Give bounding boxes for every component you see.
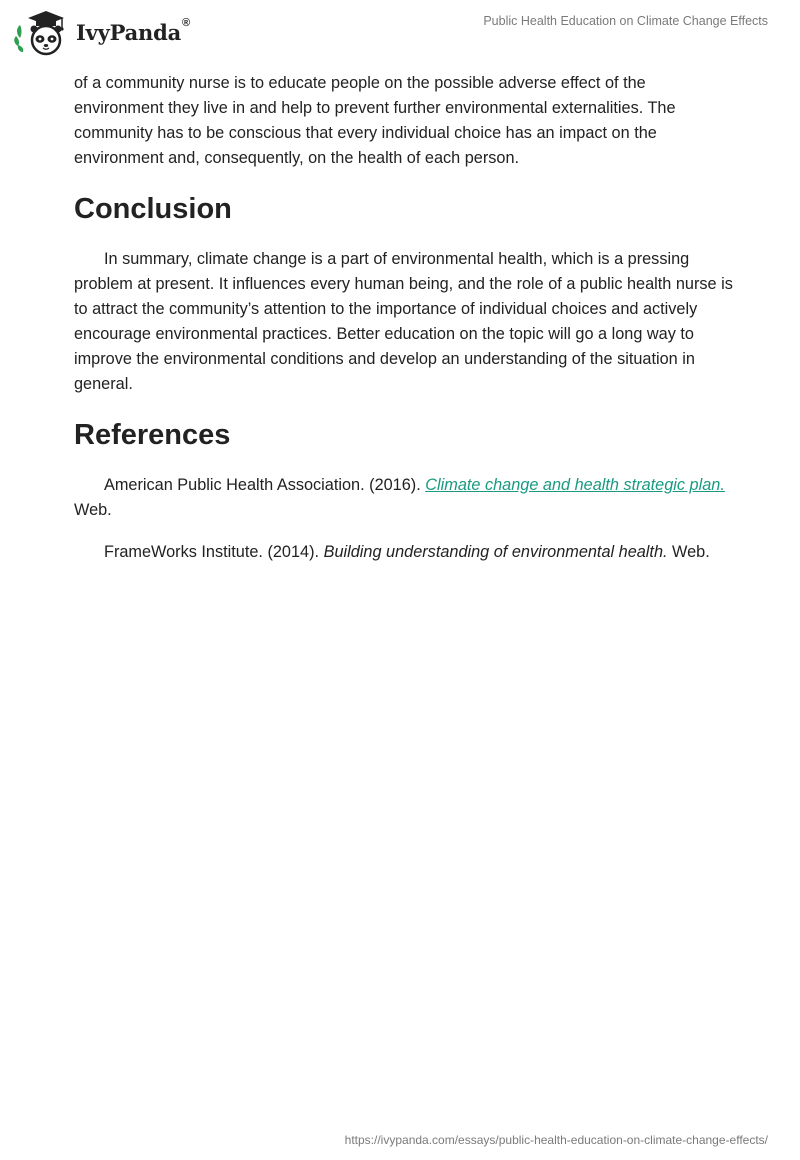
logo-name: IvyPanda — [76, 19, 182, 45]
reference-entry — [74, 473, 734, 523]
document-title: Public Health Education on Climate Change Effects — [483, 14, 768, 28]
essay-content — [74, 71, 734, 582]
conclusion-heading: Conclusion — [74, 193, 232, 225]
reference-title-link[interactable]: Climate change and health strategic plan. — [425, 476, 725, 494]
reference-entry — [74, 540, 734, 565]
reference-prefix: American Public Health Association. (2016). — [104, 476, 426, 494]
panda-graduate-icon — [14, 8, 72, 56]
references-heading: References — [74, 419, 231, 451]
logo-registered-mark: ® — [182, 16, 190, 29]
logo-wordmark — [76, 16, 190, 45]
paragraph-continued: of a community nurse is to educate people on the possible adverse effect of the environment they live in and help to prevent further environmental externalities. The community has to be conscious that every individual choice has an impact on the environment and, consequently, on the health of each person. — [74, 74, 676, 167]
reference-suffix: Web. — [74, 501, 112, 519]
reference-prefix: FrameWorks Institute. (2014). — [104, 543, 324, 561]
reference-title: Building understanding of environmental health. — [323, 543, 668, 561]
page-header — [0, 0, 800, 60]
conclusion-paragraph: In summary, climate change is a part of environmental health, which is a pressing problem at present. It influences every human being, and the role of a public health nurse is to attract the community’s attention to the importance of individual choices and actively encourage environmental practices. Better education on the topic will go a long way to improve the environmental conditions and develop an understanding of the situation in general. — [74, 250, 733, 393]
reference-suffix: Web. — [667, 543, 710, 561]
footer-source-url[interactable]: https://ivypanda.com/essays/public-health-education-on-climate-change-effects/ — [344, 1133, 768, 1147]
ivypanda-logo[interactable] — [14, 8, 190, 56]
